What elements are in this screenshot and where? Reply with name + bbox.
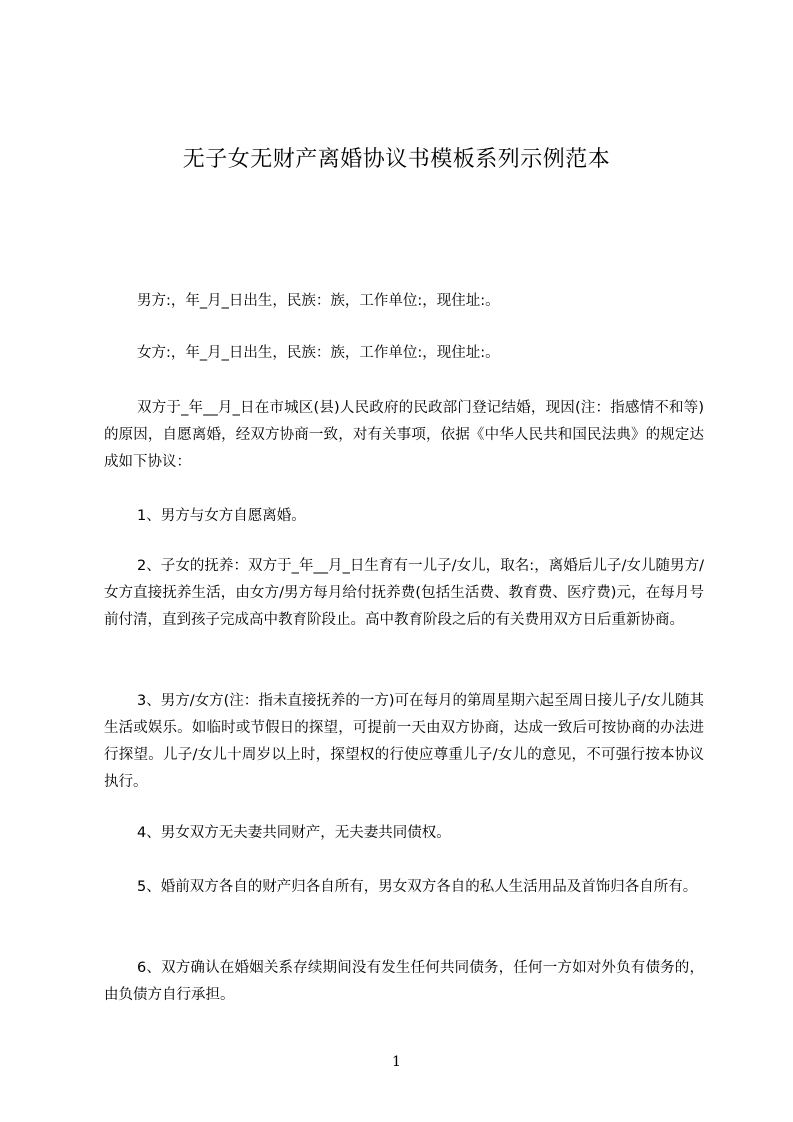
paragraph-clause-1: 1、男方与女方自愿离婚。 [137, 508, 306, 524]
paragraph-clause-3: 3、男方/女方(注：指未直接抚养的一方)可在每月的第周星期六起至周日接儿子/女儿随其生活或娱乐。如临时或节假日的探望，可提前一天由双方协商，达成一致后可按协商的办法进行探望。儿子/女儿十周岁以上时，探望权的行使应尊重儿子/女儿的意见，不可强行按本协议执行。 [104, 693, 704, 790]
paragraph-clause-5: 5、婚前双方各自的财产归各自所有，男女双方各自的私人生活用品及首饰归各自所有。 [137, 879, 698, 895]
paragraph-marriage-info: 双方于_年__月_日在市城区(县)人民政府的民政部门登记结婚，现因(注：指感情不和等)的原因，自愿离婚，经双方协商一致，对有关事项，依据《中华人民共和国民法典》的规定达成如下协议： [104, 400, 704, 470]
paragraph-clause-4: 4、男女双方无夫妻共同财产，无夫妻共同债权。 [137, 825, 451, 841]
page-number: 1 [392, 1054, 401, 1070]
paragraph-clause-2: 2、子女的抚养：双方于_年__月_日生育有一儿子/女儿，取名:，离婚后儿子/女儿随男方/女方直接抚养生活，由女方/男方每月给付抚养费(包括生活费、教育费、医疗费)元，在每月号前付清，直到孩子完成高中教育阶段止。高中教育阶段之后的有关费用双方日后重新协商。 [104, 558, 704, 628]
paragraph-clause-6: 6、双方确认在婚姻关系存续期间没有发生任何共同债务，任何一方如对外负有债务的，由负债方自行承担。 [104, 960, 704, 1003]
paragraph-wife-info: 女方:，年_月_日出生，民族：族，工作单位:，现住址:。 [137, 345, 500, 361]
paragraph-husband-info: 男方:，年_月_日出生，民族：族，工作单位:，现住址:。 [137, 293, 500, 309]
document-title: 无子女无财产离婚协议书模板系列示例范本 [182, 147, 611, 172]
